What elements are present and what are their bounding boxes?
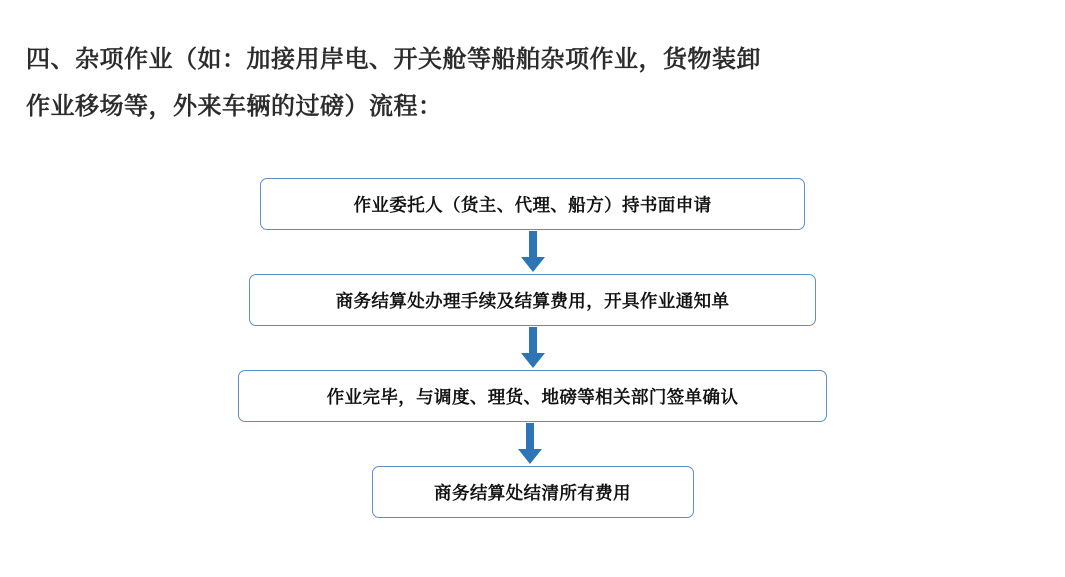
- flow-row-4: [0, 466, 1065, 518]
- flow-node-3[interactable]: 作业完毕，与调度、理货、地磅等相关部门签单确认: [238, 370, 827, 422]
- arrow-down-icon: [520, 327, 546, 369]
- flow-row-1: [0, 178, 1065, 230]
- page-title-line-1: 四、杂项作业（如：加接用岸电、开关舱等船舶杂项作业，货物装卸: [26, 44, 761, 73]
- flow-node-2[interactable]: 商务结算处办理手续及结算费用，开具作业通知单: [249, 274, 816, 326]
- page-title-line-2: 作业移场等，外来车辆的过磅）流程：: [26, 90, 443, 120]
- flow-node-4[interactable]: 商务结算处结清所有费用: [372, 466, 694, 518]
- arrow-down-icon: [517, 423, 543, 465]
- flow-arrow-3: [0, 422, 1065, 466]
- flow-arrow-2: [0, 326, 1065, 370]
- flowchart: [0, 178, 1065, 518]
- flow-node-1[interactable]: 作业委托人（货主、代理、船方）持书面申请: [260, 178, 805, 230]
- arrow-down-icon: [520, 231, 546, 273]
- flow-arrow-1: [0, 230, 1065, 274]
- flow-row-3: [0, 370, 1065, 422]
- flow-row-2: [0, 274, 1065, 326]
- page-title: [26, 36, 986, 130]
